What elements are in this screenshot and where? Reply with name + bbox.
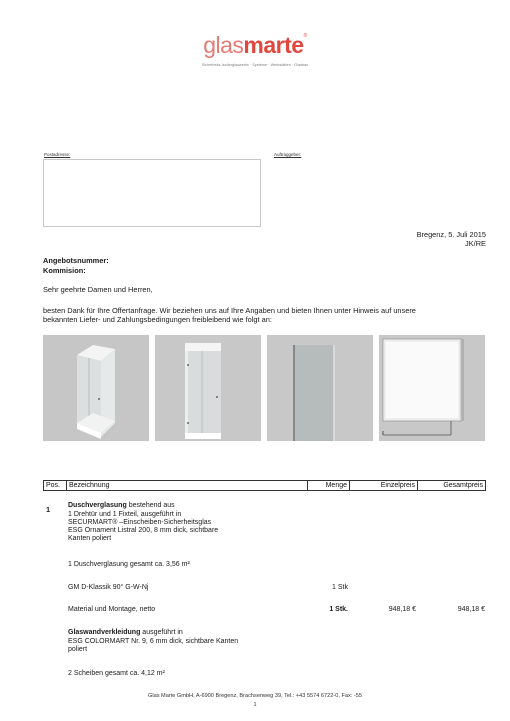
item-1-line-2: SECURMART® –Einscheiben-Sicherheitsglas <box>68 519 212 526</box>
item-2-title-rest: ausgeführt in <box>140 629 183 636</box>
item-2-line-1: ESG COLORMART Nr. 9, 6 mm dick, sichtbare Kanten <box>68 638 239 645</box>
address-box <box>43 159 261 227</box>
install-description: Material und Montage, netto <box>68 606 156 613</box>
item-1-line-4: Kanten poliert <box>68 535 112 542</box>
header-pos: Pos. <box>46 482 61 489</box>
offer-number-label: Angebotsnummer: <box>43 256 109 265</box>
item-1-line-3: ESG Ornament Listral 200, 8 mm dick, sichtbare <box>68 527 219 534</box>
page-footer: Glas Marte GmbH, A-6900 Bregenz, Brachsenweg 39, Tel.: +43 5574 6722-0, Fax: -55 <box>148 693 362 699</box>
company-logo <box>0 34 510 57</box>
item-1-title-bold: Duschverglasung <box>68 502 127 509</box>
item-1-position: 1 <box>46 505 51 514</box>
product-image-shower-side <box>267 335 373 441</box>
intro-line-1: besten Dank für Ihre Offertanfrage. Wir beziehen uns auf Ihre Angaben und bieten Ihnen unter Hinweis auf unsere <box>43 306 416 315</box>
install-unit-price: 948,18 € <box>388 606 416 613</box>
header-unit-price: Einzelpreis <box>380 482 415 489</box>
item-1-summary: 1 Duschverglasung gesamt ca. 3,56 m² <box>68 561 190 568</box>
table-header <box>43 480 486 491</box>
date-line: Bregenz, 5. Juli 2015 <box>416 230 486 239</box>
install-total-price: 948,18 € <box>457 606 485 613</box>
product-image-shower-top <box>379 335 485 441</box>
page-number: 1 <box>253 702 257 708</box>
header-description: Bezeichnung <box>69 482 110 489</box>
commission-label: Kommision: <box>43 266 86 275</box>
postal-address-label: Postadresse: <box>44 152 71 157</box>
fitting-quantity: 1 Stk <box>332 584 348 591</box>
item-1-line-1: 1 Drehtür und 1 Fixteil, ausgeführt in <box>68 511 182 518</box>
header-quantity: Menge <box>325 482 347 489</box>
logo-part-marte: marte <box>243 32 304 58</box>
item-1-title-rest: bestehend aus <box>126 502 175 509</box>
fitting-description: GM D-Klassik 90° G-W-Nj <box>68 584 149 591</box>
logo-tagline: Sicherheits-Isolierglaswerks · Systeme · Werkstätten · Glasbau <box>201 63 309 67</box>
salutation: Sehr geehrte Damen und Herren, <box>43 285 153 294</box>
intro-line-2: bekannten Liefer- und Zahlungsbedingungen freibleibend wie folgt an: <box>43 315 272 324</box>
client-label: Auftraggeber: <box>274 152 302 157</box>
item-2-title <box>68 629 183 636</box>
item-1-title <box>68 502 175 509</box>
product-image-shower-3d <box>43 335 149 441</box>
logo-registered-mark: ® <box>303 33 307 39</box>
item-2-title-bold: Glaswandverkleidung <box>68 629 141 636</box>
logo-part-glas: glas <box>203 32 244 58</box>
product-image-shower-front <box>155 335 261 441</box>
item-2-line-2: poliert <box>68 646 88 653</box>
reference-line: JK/RE <box>465 239 486 248</box>
install-quantity: 1 Stk. <box>329 606 348 613</box>
item-2-summary: 2 Scheiben gesamt ca. 4,12 m² <box>68 670 165 677</box>
header-total-price: Gesamtpreis <box>443 482 483 489</box>
